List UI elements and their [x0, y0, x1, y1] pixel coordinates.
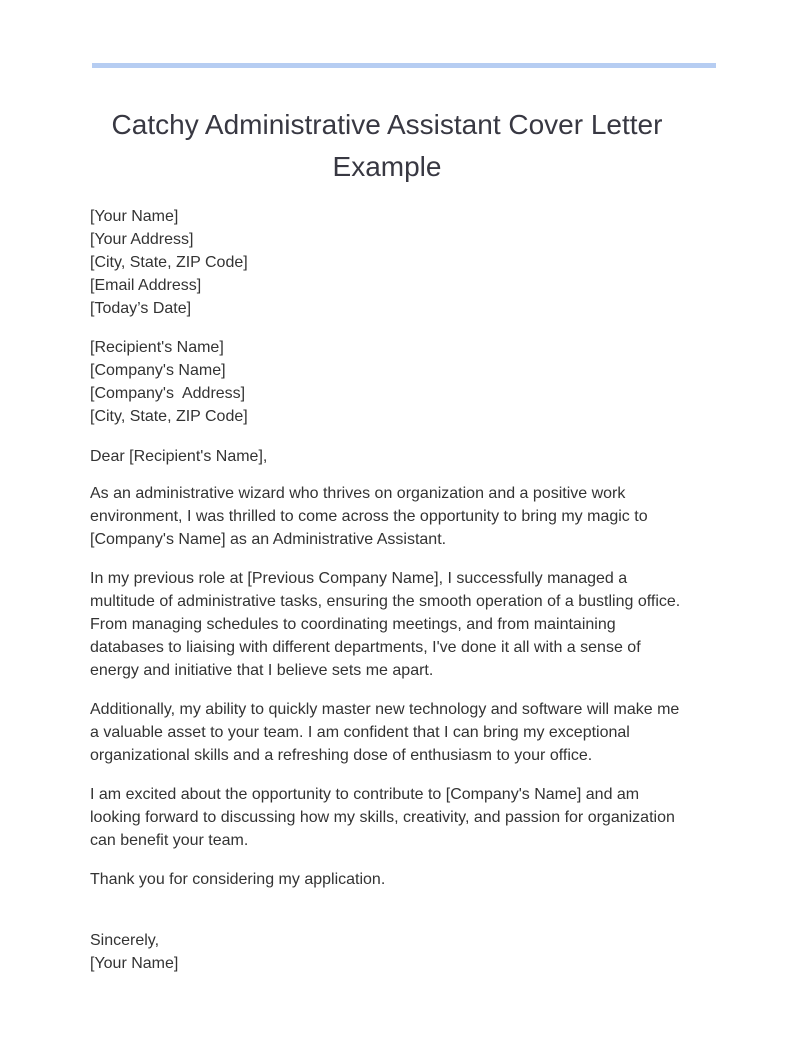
paragraph-line: energy and initiative that I believe sets me apart. [90, 662, 434, 679]
paragraph-line: databases to liaising with different departments, I've done it all with a sense of [90, 639, 641, 656]
signature-name: [Your Name] [90, 955, 179, 972]
sender-city: [City, State, ZIP Code] [90, 254, 248, 271]
sender-name: [Your Name] [90, 208, 179, 225]
paragraph-line: I am excited about the opportunity to contribute to [Company's Name] and am [90, 786, 640, 803]
paragraph-line: organizational skills and a refreshing dose of enthusiasm to your office. [90, 747, 593, 764]
thanks-text: Thank you for considering my application. [90, 871, 386, 888]
paragraph-line: looking forward to discussing how my skills, creativity, and passion for organization [90, 809, 675, 826]
paragraph-line: a valuable asset to your team. I am confident that I can bring my exceptional [90, 724, 630, 741]
salutation [90, 445, 790, 468]
paragraph-line: multitude of administrative tasks, ensuring the smooth operation of a bustling office. [90, 593, 681, 610]
paragraph-line: environment, I was thrilled to come across the opportunity to bring my magic to [90, 508, 648, 525]
paragraph-line: As an administrative wizard who thrives on organization and a positive work [90, 485, 626, 502]
paragraph-line: Additionally, my ability to quickly master new technology and software will make me [90, 701, 680, 718]
paragraph-line: can benefit your team. [90, 832, 249, 849]
letter-body [90, 205, 790, 975]
title-line: Example [332, 151, 442, 182]
recipient-city: [City, State, ZIP Code] [90, 408, 248, 425]
sender-address-line: [Your Address] [90, 231, 194, 248]
thanks-line [90, 868, 790, 891]
closing: Sincerely, [90, 932, 160, 949]
title-line: Catchy Administrative Assistant Cover Letter [111, 109, 663, 140]
recipient-address [90, 336, 790, 428]
paragraph-3 [90, 698, 790, 767]
recipient-company: [Company's Name] [90, 362, 226, 379]
paragraph-2 [90, 567, 790, 682]
recipient-company-address: [Company's Address] [90, 385, 246, 402]
paragraph-1 [90, 482, 790, 551]
salutation-text: Dear [Recipient's Name], [90, 448, 268, 465]
paragraph-line: [Company's Name] as an Administrative Assistant. [90, 531, 447, 548]
paragraph-line: In my previous role at [Previous Company Name], I successfully managed a [90, 570, 628, 587]
sender-email: [Email Address] [90, 277, 202, 294]
sign-off [90, 929, 790, 975]
header-accent-bar [92, 63, 716, 68]
letter-date: [Today’s Date] [90, 300, 192, 317]
document-title [40, 104, 734, 188]
recipient-name: [Recipient's Name] [90, 339, 224, 356]
paragraph-line: From managing schedules to coordinating meetings, and from maintaining [90, 616, 616, 633]
sender-address [90, 205, 790, 320]
paragraph-4 [90, 783, 790, 852]
